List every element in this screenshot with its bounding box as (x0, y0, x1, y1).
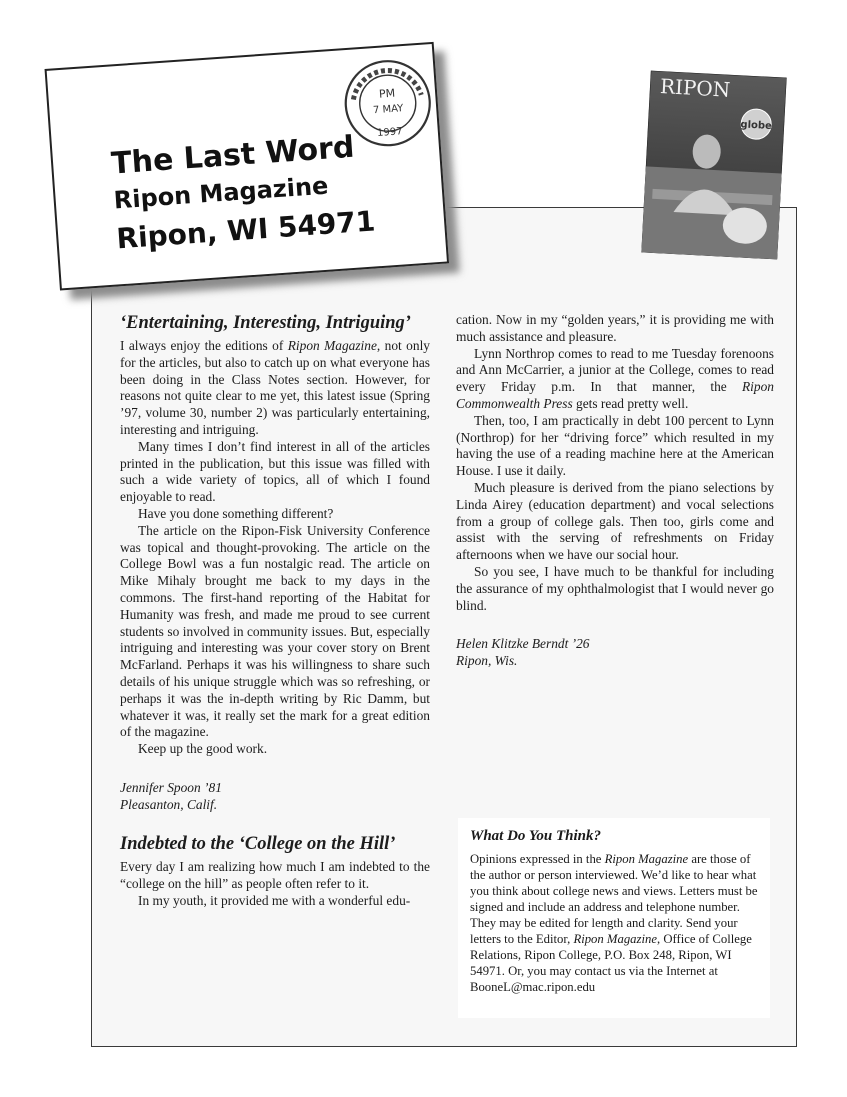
cover-badge: globe (740, 119, 773, 132)
letter-paragraph: The article on the Ripon-Fisk University Conference was topical and thought-provoking. The article on the College Bowl was a fun nostalgic read. The article on Mike Mihaly brought me back to my days in the commons. The first-hand reporting of the Habitat for Humanity was fresh, and made me proud to see current students so involved in community issues. But, especially intriguing and interesting was your cover story on Brent McFarland. Perhaps it was his willingness to share such details of his unique struggle which was so refreshing, or perhaps it was the in-depth writing by Ric Damm, but whatever it was, it really set the mark for a great edition of the magazine. (120, 522, 430, 740)
what-do-you-think-box (458, 818, 770, 1018)
letter-paragraph: So you see, I have much to be thankful for including the assurance of my ophthalmologist that I would never go blind. (456, 563, 774, 613)
magazine-cover-image (641, 71, 786, 260)
letter-paragraph: In my youth, it provided me with a wonderful edu- (138, 892, 411, 908)
postmark-date: 7 MAY (372, 103, 404, 117)
envelope (45, 42, 450, 291)
letter-signature (456, 636, 774, 670)
letter-paragraph: Much pleasure is derived from the piano selections by Linda Airey (education department) and vocal selections from a group of college gals. Then too, girls come and assist with the serving of refreshments on Friday afternoons when we have our social hour. (456, 479, 774, 563)
letter-paragraph: Keep up the good work. (138, 741, 268, 757)
postmark-year: 1997 (376, 126, 403, 139)
letter-paragraph: cation. Now in my “golden years,” it is providing me with much assistance and pleasure. (456, 312, 774, 344)
sidebar-title: What Do You Think? (470, 828, 602, 844)
signature-name: Jennifer Spoon ’81 (120, 779, 222, 795)
envelope-graphic (45, 42, 455, 297)
letter-paragraph: Lynn Northrop comes to read to me Tuesday forenoons and Ann McCarrier, a junior at the College, comes to read every Friday p.m. In that manner, the Ripon Commonwealth Press gets read pretty well. (456, 345, 774, 411)
signature-place: Pleasanton, Calif. (120, 796, 218, 812)
cover-masthead: RIPON (659, 74, 731, 102)
signature-name: Helen Klitzke Berndt ’26 (456, 636, 590, 652)
envelope-address: Ripon, WI 54971 (115, 204, 377, 256)
letter-signature (120, 780, 430, 814)
envelope-magazine: Ripon Magazine (112, 171, 330, 215)
letter-paragraph: I always enjoy the editions of Ripon Magazine, not only for the articles, but also to catch up on what everyone has been doing in the Class Notes section. However, for reasons not quite clear to me yet, this latest issue (Spring ’97, volume 30, number 2) was particularly entertaining, interesting and intriguing. (120, 338, 430, 437)
letter-indebted-continued (456, 312, 774, 670)
sidebar-text: Opinions expressed in the Ripon Magazine are those of the author or person interviewed. We’d like to hear what you think about college news and views. Letters must be signed and include an address and telephone number. They may be edited for length and clarity. Send your letters to the Editor, Ripon Magazine, Office of College Relations, Ripon College, P.O. Box 248, Ripon, WI 54971. Or, you may contact us via the Internet at BooneL@mac.ripon.edu (470, 852, 758, 994)
letter-paragraph: Every day I am realizing how much I am indebted to the “college on the hill” as people often refer to it. (120, 859, 430, 891)
letter-paragraph: Many times I don’t find interest in all of the articles printed in the publication, but this issue was filled with such a wide variety of topics, all of which I found enjoyable to read. (120, 438, 430, 505)
letter-headline: ‘Entertaining, Interesting, Intriguing’ (120, 313, 411, 333)
envelope-title: The Last Word (110, 129, 356, 182)
letter-paragraph: Have you done something different? (138, 505, 334, 521)
signature-place: Ripon, Wis. (456, 653, 518, 669)
letter-entertaining (120, 312, 430, 814)
letter-indebted (120, 833, 430, 909)
letter-headline: Indebted to the ‘College on the Hill’ (120, 834, 396, 854)
postmark-pm: PM (378, 86, 396, 101)
letter-paragraph: Then, too, I am practically in debt 100 percent to Lynn (Northrop) for her “driving force” which resulted in my having the use of a reading machine here at the American House. I use it daily. (456, 412, 774, 479)
